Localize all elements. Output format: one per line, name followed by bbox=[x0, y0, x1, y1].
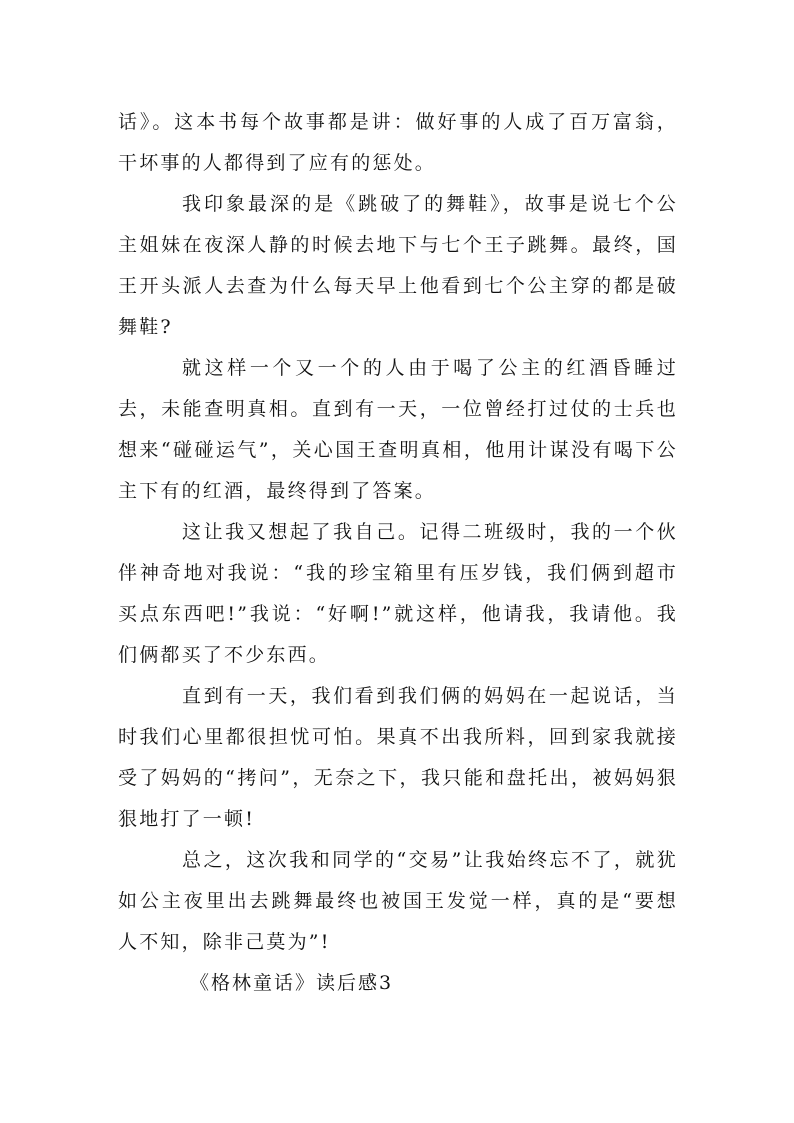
paragraph-conclusion: 总之，这次我和同学的“交易”让我始终忘不了，就犹如公主夜里出去跳舞最终也被国王发觉一样，真的是“要想人不知，除非己莫为”! bbox=[118, 849, 678, 953]
section-heading: 《格林童话》读后感3 bbox=[190, 972, 394, 994]
paragraph-dancing-shoes: 我印象最深的是《跳破了的舞鞋》，故事是说七个公主姐妹在夜深人静的时候去地下与七个王子跳舞。最终，国王开头派人去查为什么每天早上他看到七个公主穿的都是破舞鞋? bbox=[118, 193, 678, 338]
paragraph-continued: 话》。这本书每个故事都是讲：做好事的人成了百万富翁，干坏事的人都得到了应有的惩处。 bbox=[118, 111, 678, 174]
document-body bbox=[118, 102, 678, 1004]
paragraph-soldier: 就这样一个又一个的人由于喝了公主的红酒昏睡过去，未能查明真相。直到有一天，一位曾经打过仗的士兵也想来“碰碰运气”，关心国王查明真相，他用计谋没有喝下公主下有的红酒，最终得到了答案。 bbox=[118, 357, 678, 502]
paragraph-memory: 这让我又想起了我自己。记得二班级时，我的一个伙伴神奇地对我说：“我的珍宝箱里有压岁钱，我们俩到超市买点东西吧!”我说：“好啊!”就这样，他请我，我请他。我们俩都买了不少东西。 bbox=[118, 521, 678, 666]
paragraph-mothers: 直到有一天，我们看到我们俩的妈妈在一起说话，当时我们心里都很担忧可怕。果真不出我所料，回到家我就接受了妈妈的“拷问”，无奈之下，我只能和盘托出，被妈妈狠狠地打了一顿! bbox=[118, 685, 678, 830]
